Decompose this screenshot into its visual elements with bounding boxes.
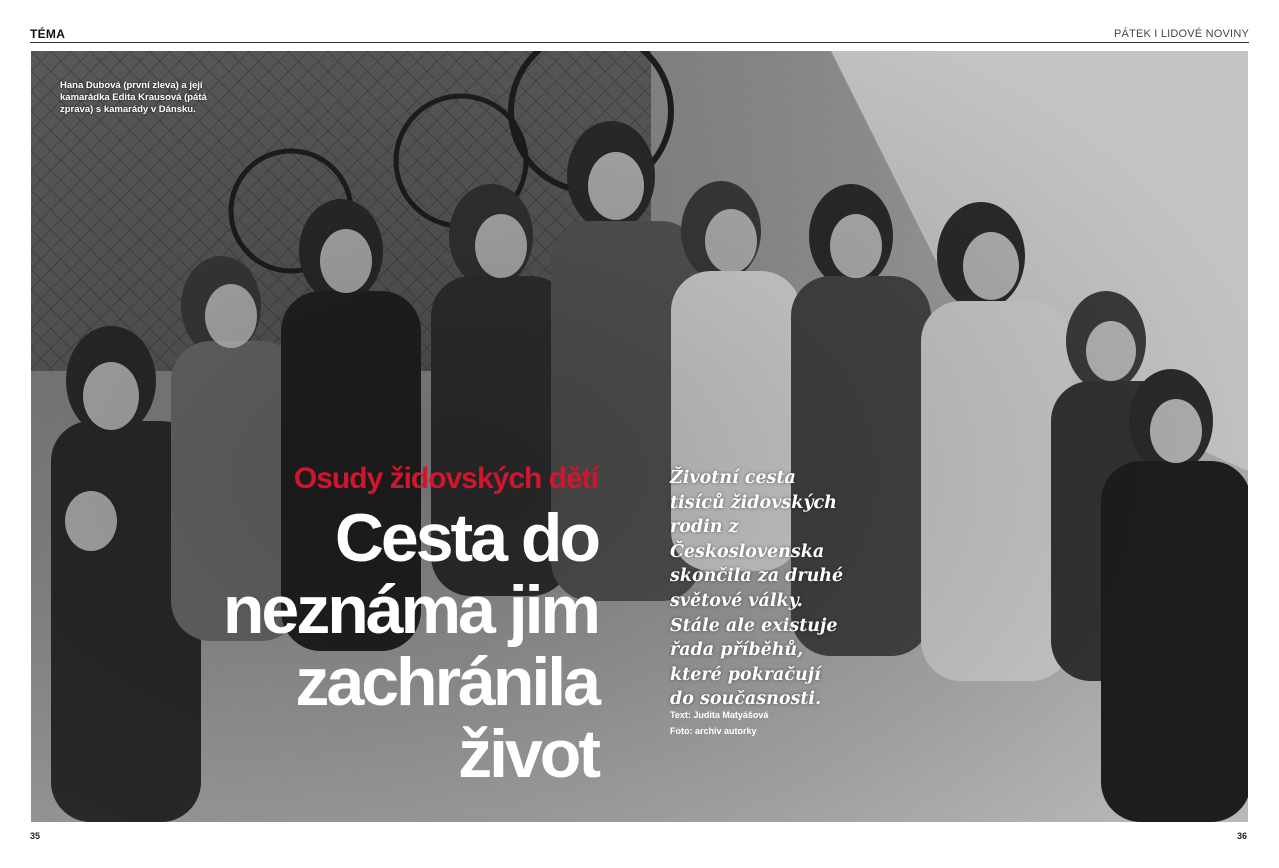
header-divider	[30, 42, 1249, 43]
photo-caption: Hana Dubová (první zleva) a její kamarádka Edita Krausová (pátá zprava) s kamarády v Dánsku.	[60, 80, 207, 115]
photo-credit: Foto: archiv autorky	[670, 726, 757, 736]
article-lede: Životní cesta tisíců židovských rodin z Československa skončila za druhé světové války. Stále ale existuje řada příběhů, které pokračují do současnosti.	[670, 468, 844, 710]
article-headline	[178, 502, 598, 790]
article-kicker: Osudy židovských dětí	[293, 462, 598, 495]
headline-line: neznáma jim	[222, 572, 598, 648]
headline-line: Cesta do	[334, 500, 598, 576]
headline-line: zachránila	[295, 644, 598, 720]
page-number-right: 36	[1236, 831, 1247, 841]
publication-label: PÁTEK I LIDOVÉ NOVINY	[1113, 28, 1249, 40]
text-credit: Text: Judita Matyášová	[670, 710, 769, 720]
page-number-left: 35	[30, 831, 41, 841]
section-label: TÉMA	[30, 27, 66, 41]
headline-line: život	[458, 716, 598, 792]
